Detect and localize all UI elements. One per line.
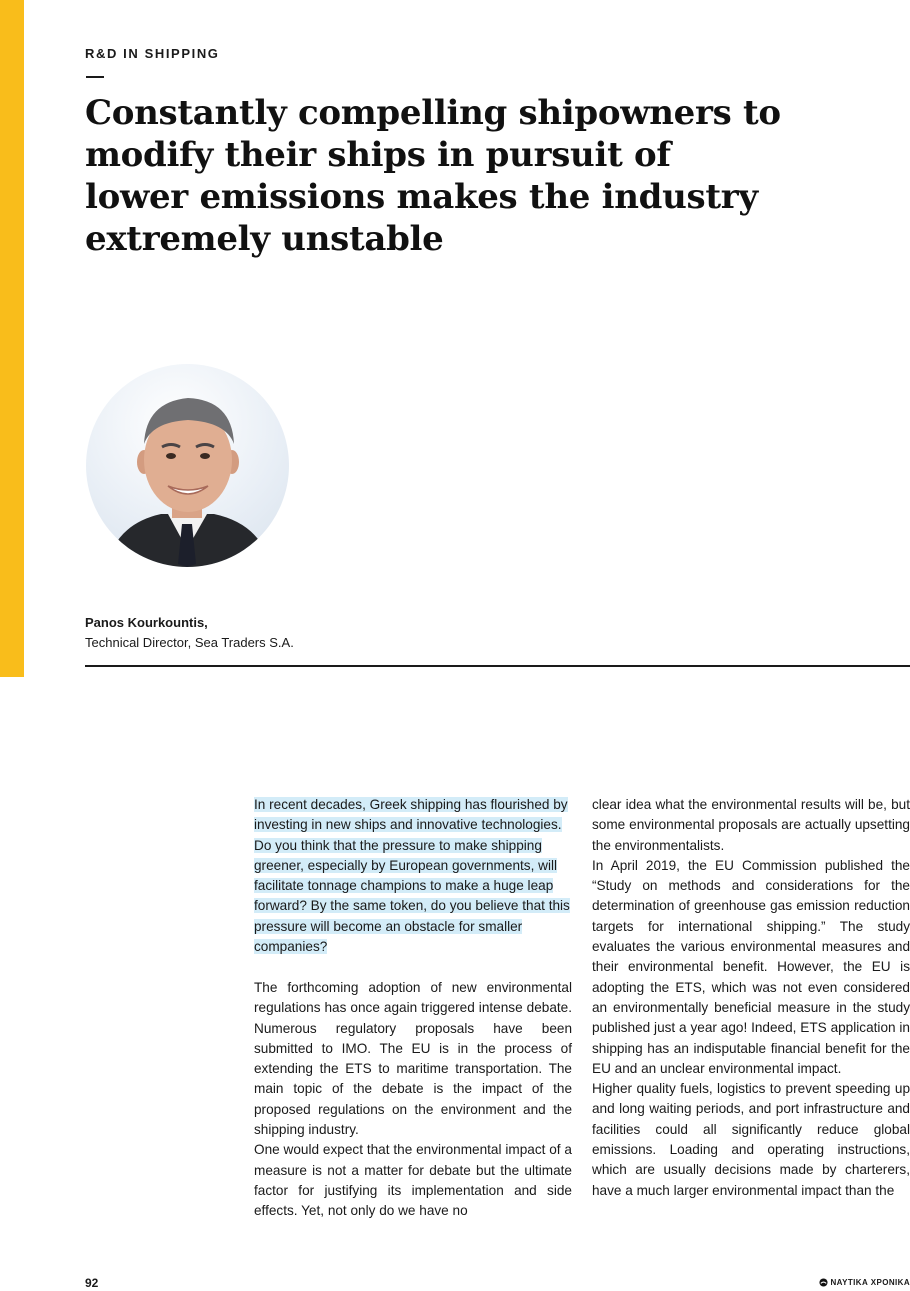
paragraph: In April 2019, the EU Commission published the “Study on methods and considerations for the determination of greenhouse gas emission reduction targets for international shipping.” The study evaluates the various environmental measures and their environmental benefit. However, the EU is adopting the ETS, which was not even considered an environmentally beneficial measure in the study published just a year ago! Indeed, ETS application in shipping has an indisputable financial benefit for the EU and an unclear environmental impact. [592,857,910,1076]
paragraph: Higher quality fuels, logistics to prevent speeding up and long waiting periods, and port infrastructure and facilities could all significantly reduce global emissions. Loading and operating instructions, which are usually decisions made by charterers, have a much larger environmental impact than the [592,1081,910,1198]
page-number: 92 [85,1276,99,1290]
publication-mark [819,1278,910,1287]
paragraph: The forthcoming adoption of new environmental regulations has once again triggered intense debate. Numerous regulatory proposals have been submitted to IMO. The EU is in the process of extending the ETS to maritime transportation. The main topic of the debate is the impact of the proposed regulations on the environment and the shipping industry. [254,980,572,1138]
section-dash [86,76,104,78]
question-text: In recent decades, Greek shipping has flourished by investing in new ships and innovative technologies. Do you think that the pressure to make shipping greener, especially by European governments, will facilitate tonnage champions to make a huge leap forward? By the same token, do you believe that this pressure will become an obstacle for smaller companies? [254,797,570,955]
author-photo [86,364,289,567]
section-label: R&D IN SHIPPING [85,46,220,61]
paragraph: clear idea what the environmental results will be, but some environmental proposals are actually upsetting the environmentalists. [592,797,910,853]
author-role: Technical Director, Sea Traders S.A. [85,635,294,650]
paragraph: One would expect that the environmental impact of a measure is not a matter for debate but the ultimate factor for justifying its implementation and side effects. Yet, not only do we have no [254,1142,572,1219]
headline: Constantly compelling shipowners to modify their ships in pursuit of lower emissions makes the industry extremely unstable [85,93,781,259]
publication-name: ΝΑΥΤΙΚΑ ΧΡΟΝΙΚΑ [830,1278,910,1287]
publication-logo-icon [819,1278,828,1287]
accent-bar [0,0,24,677]
author-name: Panos Kourkountis, [85,615,208,630]
interview-question [254,795,574,957]
body-column-left [254,978,572,1218]
divider [85,665,910,667]
body-column-right [592,795,910,1219]
